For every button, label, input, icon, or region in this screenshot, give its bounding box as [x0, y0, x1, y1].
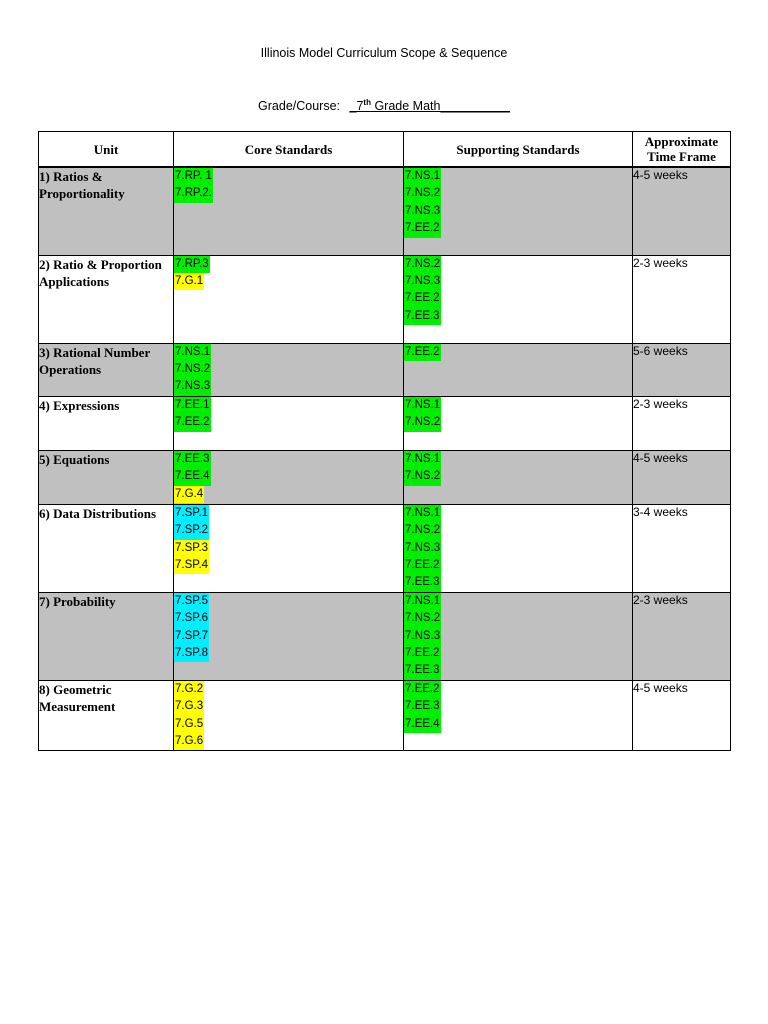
time-frame: 4-5 weeks	[633, 680, 731, 751]
table-header-row	[39, 132, 731, 168]
standard-code: 7.NS.1	[404, 168, 441, 185]
standard-code: 7.NS.1	[404, 593, 441, 610]
standard-code: 7.SP.5	[174, 593, 209, 610]
supporting-standards-cell	[404, 680, 633, 751]
standard-code: 7.NS.3	[174, 378, 211, 395]
standard-code: 7.NS.2	[404, 185, 441, 202]
table-row	[39, 504, 731, 592]
standard-code: 7.NS.3	[404, 273, 441, 290]
table-row	[39, 343, 731, 396]
standard-code: 7.G.1	[174, 273, 204, 290]
standard-code: 7.EE.3	[404, 662, 441, 679]
core-standards-cell	[174, 396, 404, 450]
standard-code: 7.SP.6	[174, 610, 209, 627]
standard-code: 7.RP. 1	[174, 168, 213, 185]
unit-name: 6) Data Distributions	[39, 504, 174, 592]
standard-code: 7.NS.1	[404, 451, 441, 468]
table-row	[39, 592, 731, 680]
grade-course-prefix: _7	[349, 99, 364, 113]
standard-code: 7.EE.2	[404, 645, 441, 662]
supporting-standards-cell	[404, 396, 633, 450]
time-frame: 4-5 weeks	[633, 450, 731, 504]
standard-code: 7.EE.4	[174, 468, 211, 485]
core-standards-cell	[174, 167, 404, 255]
unit-name: 4) Expressions	[39, 396, 174, 450]
header-supporting-standards: Supporting Standards	[404, 132, 633, 168]
standard-code: 7.G.6	[174, 733, 204, 750]
table-row	[39, 255, 731, 343]
core-standards-cell	[174, 680, 404, 751]
standard-code: 7.NS.3	[404, 203, 441, 220]
grade-course-label: Grade/Course:	[258, 99, 341, 113]
time-frame: 5-6 weeks	[633, 343, 731, 396]
standard-code: 7.SP.7	[174, 628, 209, 645]
table-row	[39, 167, 731, 255]
grade-course-text: Grade Math__________	[370, 99, 510, 113]
standard-code: 7.G.4	[174, 486, 204, 503]
unit-name: 1) Ratios & Proportionality	[39, 167, 174, 255]
standard-code: 7.G.3	[174, 698, 204, 715]
core-standards-cell	[174, 255, 404, 343]
supporting-standards-cell	[404, 592, 633, 680]
standard-code: 7.EE.2	[404, 290, 441, 307]
standard-code: 7.SP.3	[174, 540, 209, 557]
standard-code: 7.RP.2.	[174, 185, 213, 202]
table-row	[39, 680, 731, 751]
core-standards-cell	[174, 504, 404, 592]
standard-code: 7.NS.2	[404, 610, 441, 627]
standard-code: 7.NS.2	[404, 256, 441, 273]
header-time-frame: Approximate Time Frame	[633, 132, 731, 168]
supporting-standards-cell	[404, 450, 633, 504]
core-standards-cell	[174, 343, 404, 396]
supporting-standards-cell	[404, 343, 633, 396]
supporting-standards-cell	[404, 504, 633, 592]
standard-code: 7.NS.1	[404, 505, 441, 522]
standard-code: 7.SP.1	[174, 505, 209, 522]
table-row	[39, 396, 731, 450]
supporting-standards-cell	[404, 167, 633, 255]
unit-name: 7) Probability	[39, 592, 174, 680]
core-standards-cell	[174, 592, 404, 680]
standard-code: 7.SP.8	[174, 645, 209, 662]
document-title: Illinois Model Curriculum Scope & Sequence	[260, 46, 508, 60]
standard-code: 7.NS.3	[404, 628, 441, 645]
time-frame: 3-4 weeks	[633, 504, 731, 592]
standard-code: 7.EE.2	[404, 220, 441, 237]
unit-name: 8) Geometric Measurement	[39, 680, 174, 751]
standard-code: 7.EE.4	[404, 716, 441, 733]
standard-code: 7.G.5	[174, 716, 204, 733]
core-standards-cell	[174, 450, 404, 504]
grade-course-value	[350, 99, 510, 113]
standard-code: 7.EE.3	[174, 451, 211, 468]
standard-code: 7.EE.3	[404, 698, 441, 715]
time-frame: 2-3 weeks	[633, 396, 731, 450]
time-frame: 4-5 weeks	[633, 167, 731, 255]
standard-code: 7.NS.2	[404, 414, 441, 431]
standard-code: 7.RP.3	[174, 256, 210, 273]
unit-name: 2) Ratio & Proportion Applications	[39, 255, 174, 343]
standard-code: 7.NS.2	[404, 468, 441, 485]
standard-code: 7.EE.3	[404, 308, 441, 325]
table-row	[39, 450, 731, 504]
standard-code: 7.NS.1	[404, 397, 441, 414]
unit-name: 3) Rational Number Operations	[39, 343, 174, 396]
unit-name: 5) Equations	[39, 450, 174, 504]
standard-code: 7.SP.2	[174, 522, 209, 539]
standard-code: 7.EE.1	[174, 397, 211, 414]
standard-code: 7.NS.2	[404, 522, 441, 539]
supporting-standards-cell	[404, 255, 633, 343]
standard-code: 7.EE.2	[404, 681, 441, 698]
standard-code: 7.EE.3	[404, 574, 441, 591]
time-frame: 2-3 weeks	[633, 592, 731, 680]
table-body	[39, 167, 731, 751]
standard-code: 7.NS.2	[174, 361, 211, 378]
standard-code: 7.EE.2	[174, 414, 211, 431]
scope-sequence-table	[38, 131, 731, 751]
grade-course-superscript: th	[363, 98, 371, 107]
header-core-standards: Core Standards	[174, 132, 404, 168]
standard-code: 7.NS.3	[404, 540, 441, 557]
standard-code: 7.NS.1	[174, 344, 211, 361]
time-frame: 2-3 weeks	[633, 255, 731, 343]
header-unit: Unit	[39, 132, 174, 168]
standard-code: 7.SP.4	[174, 557, 209, 574]
standard-code: 7.G.2	[174, 681, 204, 698]
standard-code: 7.EE.2	[404, 557, 441, 574]
standard-code: 7.EE.2	[404, 344, 441, 361]
grade-course-line	[0, 99, 768, 113]
